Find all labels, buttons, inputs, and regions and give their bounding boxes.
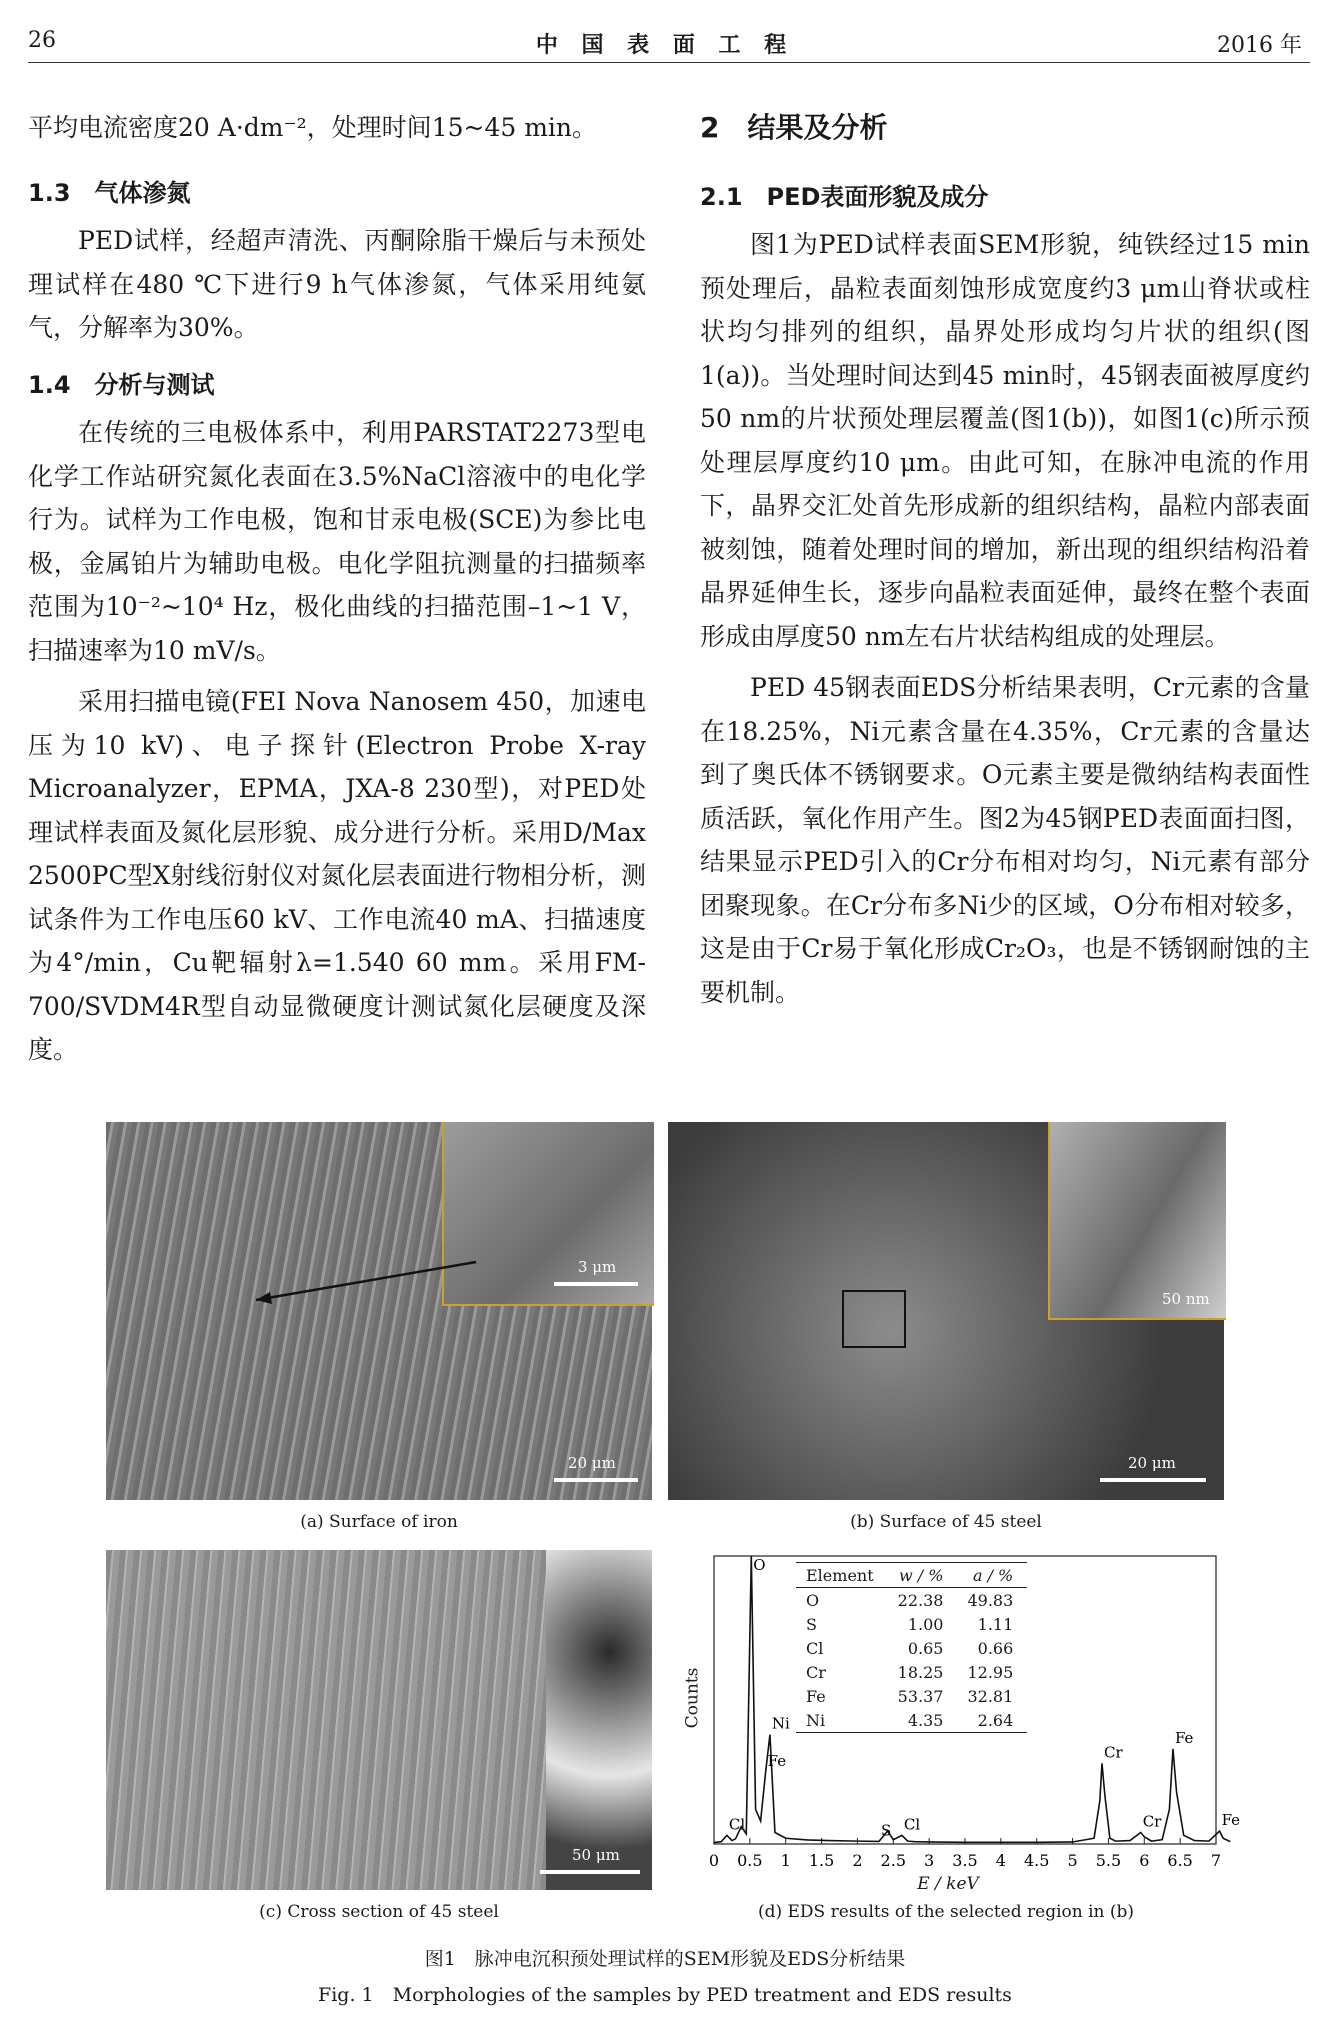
table-cell: 0.66 <box>977 1638 1014 1658</box>
table-cell: 12.95 <box>967 1662 1014 1682</box>
right-column <box>700 106 1310 1014</box>
y-axis-label: Counts <box>682 1667 703 1729</box>
scale-label: 50 nm <box>1162 1290 1210 1308</box>
table-cell: O <box>806 1590 820 1610</box>
table-cell: 1.11 <box>977 1614 1014 1634</box>
peak-label: S <box>880 1821 892 1840</box>
sem-image-a <box>106 1122 652 1500</box>
table-cell: 0.65 <box>907 1638 944 1658</box>
page-number: 26 <box>28 28 56 53</box>
peak-label: Cl <box>728 1815 746 1834</box>
col-header: w / % <box>898 1565 944 1585</box>
paragraph: 平均电流密度20 A·dm⁻²，处理时间15~45 min。 <box>28 113 598 142</box>
peak-label: Ni <box>771 1714 790 1733</box>
scale-bar <box>1100 1478 1206 1482</box>
eds-table <box>796 1562 1027 1733</box>
table-row <box>796 1708 1027 1733</box>
caption-c: (c) Cross section of 45 steel <box>259 1902 499 1922</box>
figure-caption-cn: 图1 脉冲电沉积预处理试样的SEM形貌及EDS分析结果 <box>424 1948 906 1970</box>
table-cell: 49.83 <box>967 1590 1014 1610</box>
figure-caption-en: Fig. 1 Morphologies of the samples by PED treatment and EDS results <box>318 1984 1012 2006</box>
peak-label: Cl <box>903 1815 921 1834</box>
x-tick-label: 5 <box>1067 1851 1078 1870</box>
scale-label: 20 μm <box>1128 1454 1176 1472</box>
peak-label: Fe <box>767 1752 787 1770</box>
year: 2016 年 <box>1217 33 1302 58</box>
scale-label: 3 μm <box>578 1258 617 1276</box>
table-row <box>796 1612 1027 1636</box>
x-tick-label: 2 <box>852 1851 863 1870</box>
peak-label: Fe <box>1174 1728 1194 1747</box>
x-tick-label: 1 <box>780 1851 791 1870</box>
eds-chart <box>668 1548 1241 1900</box>
x-tick-label: 6 <box>1139 1851 1150 1870</box>
x-tick-label: 7 <box>1210 1851 1222 1870</box>
table-row <box>796 1660 1027 1684</box>
x-axis-label: E / keV <box>917 1874 979 1894</box>
section-heading-1-4: 1.4 分析与测试 <box>28 370 215 399</box>
caption-d: (d) EDS results of the selected region in (b) <box>757 1902 1135 1922</box>
peak-label: Fe <box>1221 1811 1241 1830</box>
scale-label: 20 μm <box>568 1454 616 1472</box>
paragraph: PED 45钢表面EDS分析结果表明，Cr元素的含量在18.25%，Ni元素含量在4.35%，Cr元素的含量达到了奥氏体不锈钢要求。O元素主要是微纳结构表面性质活跃，氧化作用产生。图2为45钢PED表面面扫图，结果显示PED引入的Cr分布相对均匀，Ni元素有部分团聚现象。在Cr分布多Ni少的区域，O分布相对较多，这是由于Cr易于氧化形成Cr₂O₃，也是不锈钢耐蚀的主要机制。 <box>700 673 1310 1007</box>
table-cell: S <box>806 1614 817 1634</box>
x-tick-label: 6.5 <box>1167 1851 1193 1870</box>
selected-region-box <box>842 1290 906 1348</box>
sem-image-b <box>668 1122 1224 1500</box>
cross-section-edge <box>546 1550 652 1890</box>
table-cell: 53.37 <box>897 1686 944 1706</box>
table-cell: Fe <box>806 1686 826 1706</box>
table-cell: 4.35 <box>907 1710 944 1730</box>
table-cell: Cl <box>806 1638 824 1658</box>
table-cell: Cr <box>806 1662 826 1682</box>
x-tick-label: 3.5 <box>952 1851 978 1870</box>
table-cell: 2.64 <box>977 1710 1014 1730</box>
table-cell: 32.81 <box>967 1686 1014 1706</box>
peak-label: O <box>753 1556 766 1574</box>
peak-label: Cr <box>1142 1812 1162 1831</box>
caption-b: (b) Surface of 45 steel <box>850 1512 1042 1532</box>
arrow-icon <box>106 1122 652 1500</box>
journal-title: 中 国 表 面 工 程 <box>535 33 795 58</box>
section-heading-2-1: 2.1 PED表面形貌及成分 <box>700 182 989 211</box>
table-cell: 22.38 <box>897 1590 944 1610</box>
section-heading-2: 2 结果及分析 <box>700 111 888 144</box>
scale-bar <box>540 1870 640 1874</box>
paragraph: 图1为PED试样表面SEM形貌，纯铁经过15 min预处理后，晶粒表面刻蚀形成宽度约3 μm山脊状或柱状均匀排列的组织，晶界处形成均匀片状的组织(图1(a))。当处理时间达到45 min时，45钢表面被厚度约50 nm的片状预处理层覆盖(图1(b))，如图1(c)所示预处理层厚度约10 μm。由此可知，在脉冲电流的作用下，晶界交汇处首先形成新的组织结构，晶粒内部表面被刻蚀，随着处理时间的增加，新出现的组织结构沿着晶界延伸生长，逐步向晶粒表面延伸，最终在整个表面形成由厚度50 nm左右片状结构组成的处理层。 <box>700 230 1310 651</box>
col-header: a / % <box>972 1565 1014 1585</box>
x-tick-label: 4.5 <box>1023 1851 1050 1870</box>
section-heading-1-3: 1.3 气体渗氮 <box>28 178 191 207</box>
x-tick-label: 4 <box>995 1851 1006 1870</box>
table-row <box>796 1684 1027 1708</box>
sem-image-c <box>106 1550 652 1890</box>
inset-image-b <box>1048 1122 1226 1320</box>
x-tick-label: 2.5 <box>880 1851 907 1870</box>
table-cell: Ni <box>806 1710 826 1730</box>
header-rule <box>28 62 1310 63</box>
col-header: Element <box>806 1565 874 1585</box>
left-column <box>28 106 646 1072</box>
table-row <box>796 1636 1027 1660</box>
caption-a: (a) Surface of iron <box>300 1512 458 1532</box>
paragraph: 在传统的三电极体系中，利用PARSTAT2273型电化学工作站研究氮化表面在3.5%NaCl溶液中的电化学行为。试样为工作电极，饱和甘汞电极(SCE)为参比电极，金属铂片为辅助电极。电化学阻抗测量的扫描频率范围为10⁻²~10⁴ Hz，极化曲线的扫描范围–1~1 V，扫描速率为10 mV/s。 <box>28 418 646 665</box>
table-cell: 1.00 <box>907 1614 944 1634</box>
scale-label: 50 μm <box>572 1846 620 1864</box>
x-tick-label: 5.5 <box>1095 1851 1122 1870</box>
paragraph: 采用扫描电镜(FEI Nova Nanosem 450，加速电压为10 kV)、电子探针(Electron Probe X-ray Microanalyzer，EPMA，JXA-8 230型)，对PED处理试样表面及氮化层形貌、成分进行分析。采用D/Max 2500PC型X射线衍射仪对氮化层表面进行物相分析，测试条件为工作电压60 kV、工作电流40 mA、扫描速度为4°/min，Cu靶辐射λ=1.540 60 mm。采用FM-700/SVDM4R型自动显微硬度计测试氮化层硬度及深度。 <box>28 687 646 1064</box>
table-cell: 18.25 <box>897 1662 944 1682</box>
x-tick-label: 3 <box>924 1851 935 1870</box>
paragraph: PED试样，经超声清洗、丙酮除脂干燥后与未预处理试样在480 ℃下进行9 h气体渗氮，气体采用纯氨气，分解率为30%。 <box>28 226 646 342</box>
peak-label: Cr <box>1103 1743 1123 1762</box>
x-tick-label: 0 <box>708 1851 720 1870</box>
x-tick-label: 0.5 <box>737 1851 763 1870</box>
table-row <box>796 1588 1027 1613</box>
x-tick-label: 1.5 <box>808 1851 835 1870</box>
